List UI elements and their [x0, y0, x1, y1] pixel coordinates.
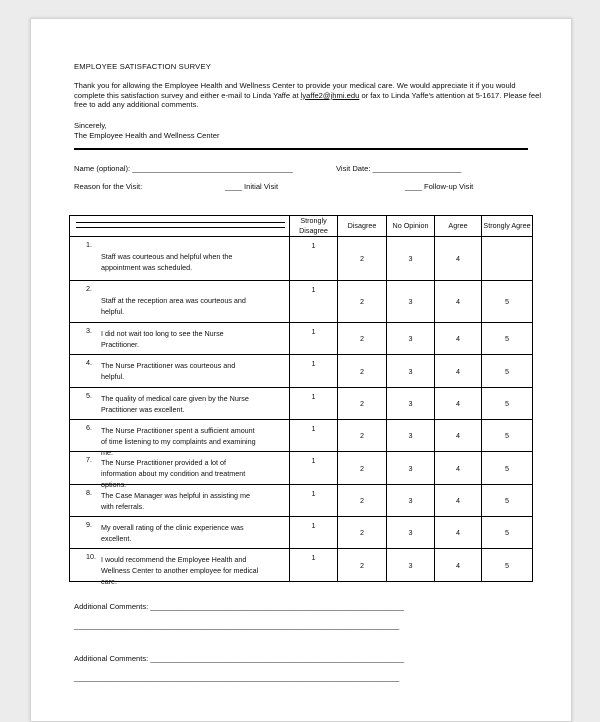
question-number: 8.: [86, 488, 92, 497]
question-cell: [70, 237, 290, 281]
header-row: [70, 216, 533, 237]
intro-text-1: Thank you for allowing the Employee Health and Wellness Center to provide your medical care. We would appreciate it if you would complete this satisfaction survey and either e-mail to Linda Yaffe at: [74, 81, 516, 100]
table-row: [70, 485, 533, 517]
question-cell: [70, 420, 290, 457]
rating-strongly-agree[interactable]: 5: [482, 323, 533, 355]
rating-disagree[interactable]: 2: [338, 549, 387, 582]
survey-table: [69, 215, 533, 586]
additional-comments-2[interactable]: [74, 654, 404, 663]
survey-body: [70, 237, 533, 586]
header-no-opinion: No Opinion: [387, 216, 435, 237]
rating-agree[interactable]: 4: [435, 420, 482, 452]
followup-visit-option[interactable]: ____ Follow-up Visit: [405, 182, 474, 191]
question-cell: [70, 517, 290, 549]
question-number: 7.: [86, 455, 92, 464]
rating-no-opinion[interactable]: 3: [387, 549, 435, 582]
rating-strongly-disagree[interactable]: 1: [290, 420, 338, 452]
question-number: 5.: [86, 391, 92, 400]
table-row: [70, 355, 533, 388]
name-field[interactable]: [74, 164, 293, 173]
reason-label: Reason for the Visit:: [74, 182, 143, 191]
comments-label-2: Additional Comments:: [74, 654, 149, 663]
rating-strongly-agree[interactable]: 5: [482, 517, 533, 549]
rating-strongly-agree[interactable]: 5: [482, 420, 533, 452]
comments-label-1: Additional Comments:: [74, 602, 149, 611]
rating-no-opinion[interactable]: 3: [387, 323, 435, 355]
question-text: My overall rating of the clinic experience was excellent.: [101, 523, 244, 543]
initial-visit-option[interactable]: ____ Initial Visit: [225, 182, 279, 191]
header-strongly-disagree: Strongly Disagree: [290, 216, 338, 237]
rating-strongly-disagree[interactable]: 1: [290, 323, 338, 355]
comments-line-2[interactable]: _____________________________________________________________________________: [74, 621, 400, 630]
visit-date-label: Visit Date:: [336, 164, 371, 173]
rating-strongly-disagree[interactable]: 1: [290, 237, 338, 281]
signoff: [74, 121, 219, 140]
rating-disagree[interactable]: 2: [338, 281, 387, 323]
rating-disagree[interactable]: 2: [338, 452, 387, 485]
rating-disagree[interactable]: 2: [338, 485, 387, 517]
question-text: Staff at the reception area was courteous and helpful.: [101, 296, 246, 316]
rating-disagree[interactable]: 2: [338, 420, 387, 452]
table-row: [70, 452, 533, 485]
rating-strongly-disagree[interactable]: 1: [290, 281, 338, 323]
intro-paragraph: [74, 81, 544, 110]
rating-strongly-agree[interactable]: [482, 237, 533, 281]
rating-strongly-agree[interactable]: 5: [482, 485, 533, 517]
rating-agree[interactable]: 4: [435, 237, 482, 281]
comments-line-4[interactable]: _____________________________________________________________________________: [74, 673, 400, 682]
question-cell: [70, 549, 290, 586]
question-cell: [70, 281, 290, 323]
rating-agree[interactable]: 4: [435, 517, 482, 549]
rating-no-opinion[interactable]: 3: [387, 517, 435, 549]
additional-comments-1[interactable]: [74, 602, 404, 611]
rating-no-opinion[interactable]: 3: [387, 485, 435, 517]
table-row: [70, 323, 533, 355]
rating-disagree[interactable]: 2: [338, 388, 387, 420]
name-blank: ______________________________________: [132, 164, 293, 173]
rating-strongly-disagree[interactable]: 1: [290, 485, 338, 517]
rating-no-opinion[interactable]: 3: [387, 452, 435, 485]
rating-no-opinion[interactable]: 3: [387, 281, 435, 323]
table-row: [70, 549, 533, 582]
question-text: I did not wait too long to see the Nurse Practitioner.: [101, 329, 224, 349]
table-row: [70, 281, 533, 323]
rating-strongly-agree[interactable]: 5: [482, 281, 533, 323]
question-number: 2.: [86, 284, 92, 293]
table-row: [70, 420, 533, 452]
divider-rule: [74, 148, 528, 150]
email-link[interactable]: lyaffe2@jhmi.edu: [300, 90, 360, 100]
header-strongly-agree: Strongly Agree: [482, 216, 533, 237]
rating-disagree[interactable]: 2: [338, 323, 387, 355]
question-number: 4.: [86, 358, 92, 367]
rating-agree[interactable]: 4: [435, 485, 482, 517]
question-number: 1.: [86, 240, 92, 249]
rating-strongly-disagree[interactable]: 1: [290, 355, 338, 388]
question-number: 6.: [86, 423, 92, 432]
rating-disagree[interactable]: 2: [338, 237, 387, 281]
survey-title: EMPLOYEE SATISFACTION SURVEY: [74, 62, 211, 71]
table-row: [70, 237, 533, 281]
question-text: Staff was courteous and helpful when the appointment was scheduled.: [101, 252, 233, 272]
question-text: The Case Manager was helpful in assisting me with referrals.: [101, 491, 251, 511]
question-text: The Nurse Practitioner was courteous and helpful.: [101, 361, 236, 381]
header-agree: Agree: [435, 216, 482, 237]
rating-no-opinion[interactable]: 3: [387, 355, 435, 388]
rating-agree[interactable]: 4: [435, 323, 482, 355]
header-disagree: Disagree: [338, 216, 387, 237]
question-cell: [70, 355, 290, 388]
rating-agree[interactable]: 4: [435, 355, 482, 388]
rating-agree[interactable]: 4: [435, 549, 482, 582]
rating-strongly-agree[interactable]: 5: [482, 452, 533, 485]
question-cell: [70, 452, 290, 489]
document-page: [30, 18, 572, 722]
question-number: 10.: [86, 552, 96, 561]
comments-blank-3: ____________________________________________________________: [150, 654, 404, 663]
question-text: I would recommend the Employee Health and Wellness Center to another employee for medical care.: [101, 555, 259, 586]
rating-strongly-agree[interactable]: 5: [482, 388, 533, 420]
rating-disagree[interactable]: 2: [338, 355, 387, 388]
rating-strongly-disagree[interactable]: 1: [290, 452, 338, 485]
question-text: The Nurse Practitioner spent a sufficient amount of time listening to my complaints and examining me.: [101, 426, 256, 457]
question-cell: [70, 485, 290, 517]
rating-strongly-agree[interactable]: 5: [482, 355, 533, 388]
rating-no-opinion[interactable]: 3: [387, 420, 435, 452]
question-text: The quality of medical care given by the Nurse Practitioner was excellent.: [101, 394, 249, 414]
visit-date-field[interactable]: [336, 164, 461, 173]
visit-date-blank: _____________________: [372, 164, 462, 173]
rating-agree[interactable]: 4: [435, 281, 482, 323]
question-cell: [70, 388, 290, 420]
table-row: [70, 517, 533, 549]
rating-strongly-agree[interactable]: 5: [482, 549, 533, 582]
intro-text-2: or fax to Linda Yaffe's attention at 5-1617. Please feel free to add any additional comments.: [74, 90, 542, 110]
rating-agree[interactable]: 4: [435, 388, 482, 420]
name-label: Name (optional):: [74, 164, 131, 173]
comments-blank-1: ____________________________________________________________: [150, 602, 404, 611]
table-row: [70, 388, 533, 420]
question-text: The Nurse Practitioner provided a lot of information about my condition and treatment options.: [101, 458, 246, 489]
rating-agree[interactable]: 4: [435, 452, 482, 485]
question-number: 9.: [86, 520, 92, 529]
question-header: [70, 216, 290, 237]
rating-no-opinion[interactable]: 3: [387, 388, 435, 420]
rating-disagree[interactable]: 2: [338, 517, 387, 549]
question-cell: [70, 323, 290, 355]
rating-strongly-disagree[interactable]: 1: [290, 388, 338, 420]
signoff-line-1: Sincerely,: [74, 121, 107, 130]
question-number: 3.: [86, 326, 92, 335]
rating-no-opinion[interactable]: 3: [387, 237, 435, 281]
signoff-line-2: The Employee Health and Wellness Center: [74, 130, 220, 140]
rating-strongly-disagree[interactable]: 1: [290, 517, 338, 549]
rating-strongly-disagree[interactable]: 1: [290, 549, 338, 582]
